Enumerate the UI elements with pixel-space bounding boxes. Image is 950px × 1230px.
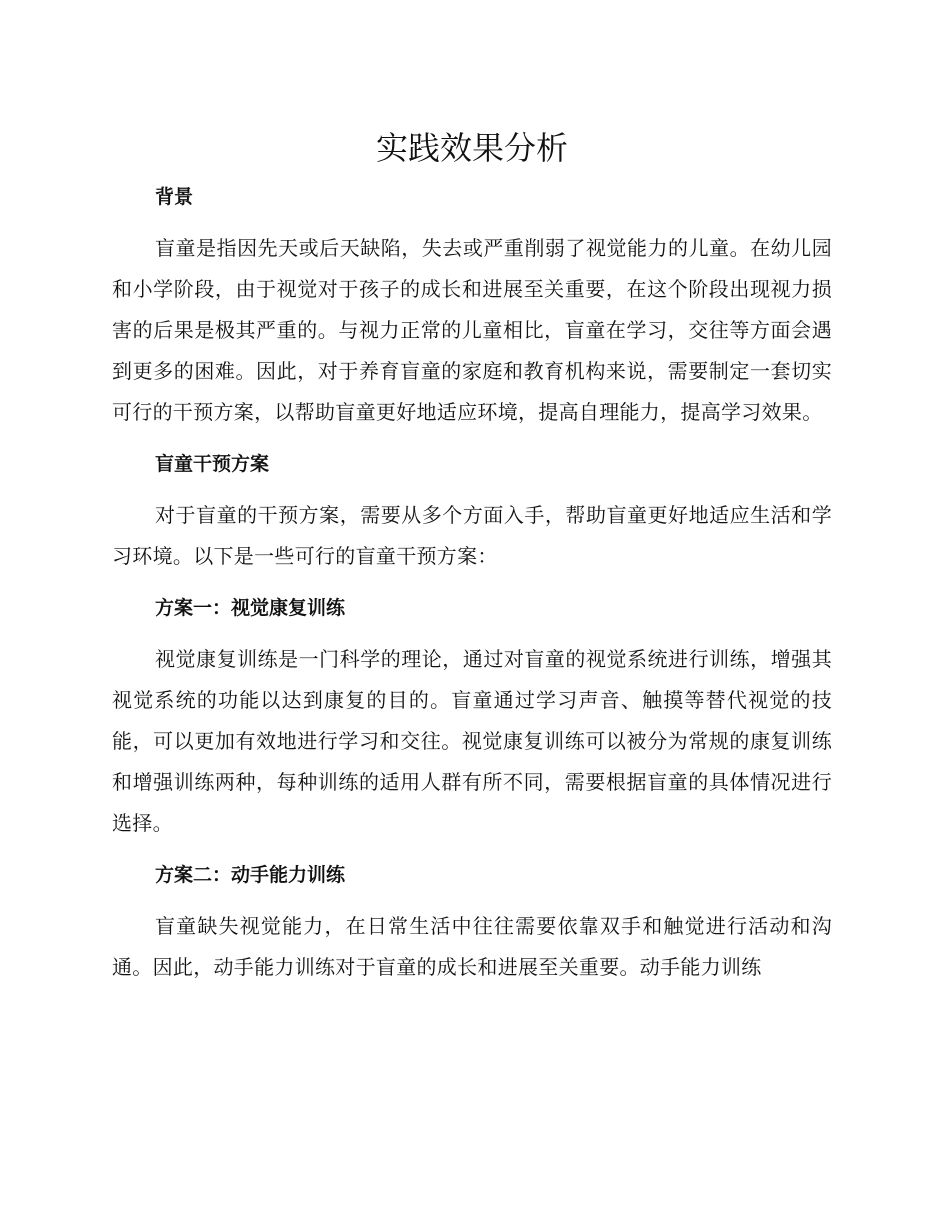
section-paragraph-background: 盲童是指因先天或后天缺陷，失去或严重削弱了视觉能力的儿童。在幼儿园和小学阶段，由于视觉对于孩子的成长和进展至关重要，在这个阶段出现视力损害的后果是极其严重的。与视力正常的儿童相比，盲童在学习，交往等方面会遇到更多的困难。因此，对于养育盲童的家庭和教育机构来说，需要制定一套切实可行的干预方案，以帮助盲童更好地适应环境，提高自理能力，提高学习效果。 (112, 236, 832, 424)
section-heading-background: 背景 (155, 186, 194, 208)
document-content (112, 120, 832, 988)
section-paragraph-intervention: 对于盲童的干预方案，需要从多个方面入手，帮助盲童更好地适应生活和学习环境。以下是一些可行的盲童干预方案： (112, 503, 832, 568)
section-heading-intervention: 盲童干预方案 (155, 453, 270, 475)
section-heading-plan-one: 方案一：视觉康复训练 (155, 597, 346, 619)
document-title: 实践效果分析 (375, 129, 568, 167)
section-heading-plan-two: 方案二：动手能力训练 (155, 864, 346, 886)
section-paragraph-plan-two: 盲童缺失视觉能力，在日常生活中往往需要依靠双手和触觉进行活动和沟通。因此，动手能力训练对于盲童的成长和进展至关重要。动手能力训练 (112, 914, 832, 979)
section-paragraph-plan-one: 视觉康复训练是一门科学的理论，通过对盲童的视觉系统进行训练，增强其视觉系统的功能以达到康复的目的。盲童通过学习声音、触摸等替代视觉的技能，可以更加有效地进行学习和交往。视觉康复训练可以被分为常规的康复训练和增强训练两种，每种训练的适用人群有所不同，需要根据盲童的具体情况进行选择。 (112, 647, 832, 835)
